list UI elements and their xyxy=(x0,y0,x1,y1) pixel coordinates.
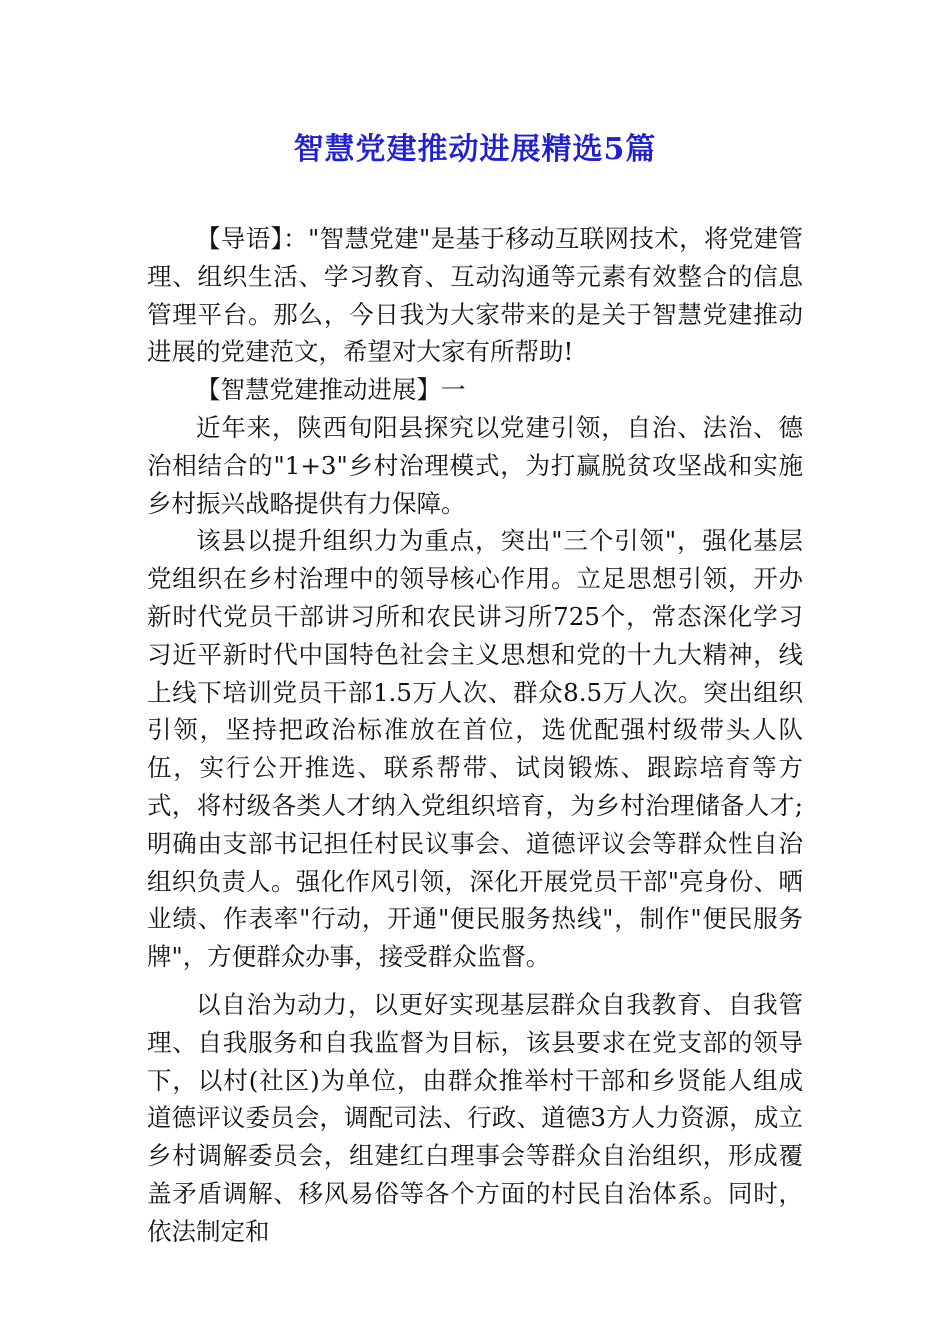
section-heading: 【智慧党建推动进展】一 xyxy=(196,375,466,405)
body-paragraph-1: 近年来，陕西旬阳县探究以党建引领，自治、法治、德治相结合的"1+3"乡村治理模式，为打赢脱贫攻坚战和实施乡村振兴战略提供有力保障。 xyxy=(147,412,803,518)
body-paragraph-2: 该县以提升组织力为重点，突出"三个引领"，强化基层党组织在乡村治理中的领导核心作用。立足思想引领，开办新时代党员干部讲习所和农民讲习所725个，常态深化学习习近平新时代中国特色社会主义思想和党的十九大精神，线上线下培训党员干部1.5万人次、群众8.5万人次。突出组织引领，坚持把政治标准放在首位，选优配强村级带头人队伍，实行公开推选、联系帮带、试岗锻炼、跟踪培育等方式，将村级各类人才纳入党组织培育，为乡村治理储备人才;明确由支部书记担任村民议事会、道德评议会等群众性自治组织负责人。强化作风引领，深化开展党员干部"亮身份、晒业绩、作表率"行动，开通"便民服务热线"，制作"便民服务牌"，方便群众办事，接受群众监督。 xyxy=(147,526,803,972)
intro-paragraph: 【导语】："智慧党建"是基于移动互联网技术，将党建管理、组织生活、学习教育、互动沟通等元素有效整合的信息管理平台。那么，今日我为大家带来的是关于智慧党建推动进展的党建范文，希望对大家有所帮助! xyxy=(147,224,803,367)
document-body xyxy=(147,220,803,1251)
body-paragraph-3: 以自治为动力，以更好实现基层群众自我教育、自我管理、自我服务和自我监督为目标，该县要求在党支部的领导下，以村(社区)为单位，由群众推举村干部和乡贤能人组成道德评议委员会，调配司法、行政、道德3方人力资源，成立乡村调解委员会，组建红白理事会等群众自治组织，形成覆盖矛盾调解、移风易俗等各个方面的村民自治体系。同时，依法制定和 xyxy=(147,989,803,1246)
document-title: 智慧党建推动进展精选5篇 xyxy=(293,132,657,167)
